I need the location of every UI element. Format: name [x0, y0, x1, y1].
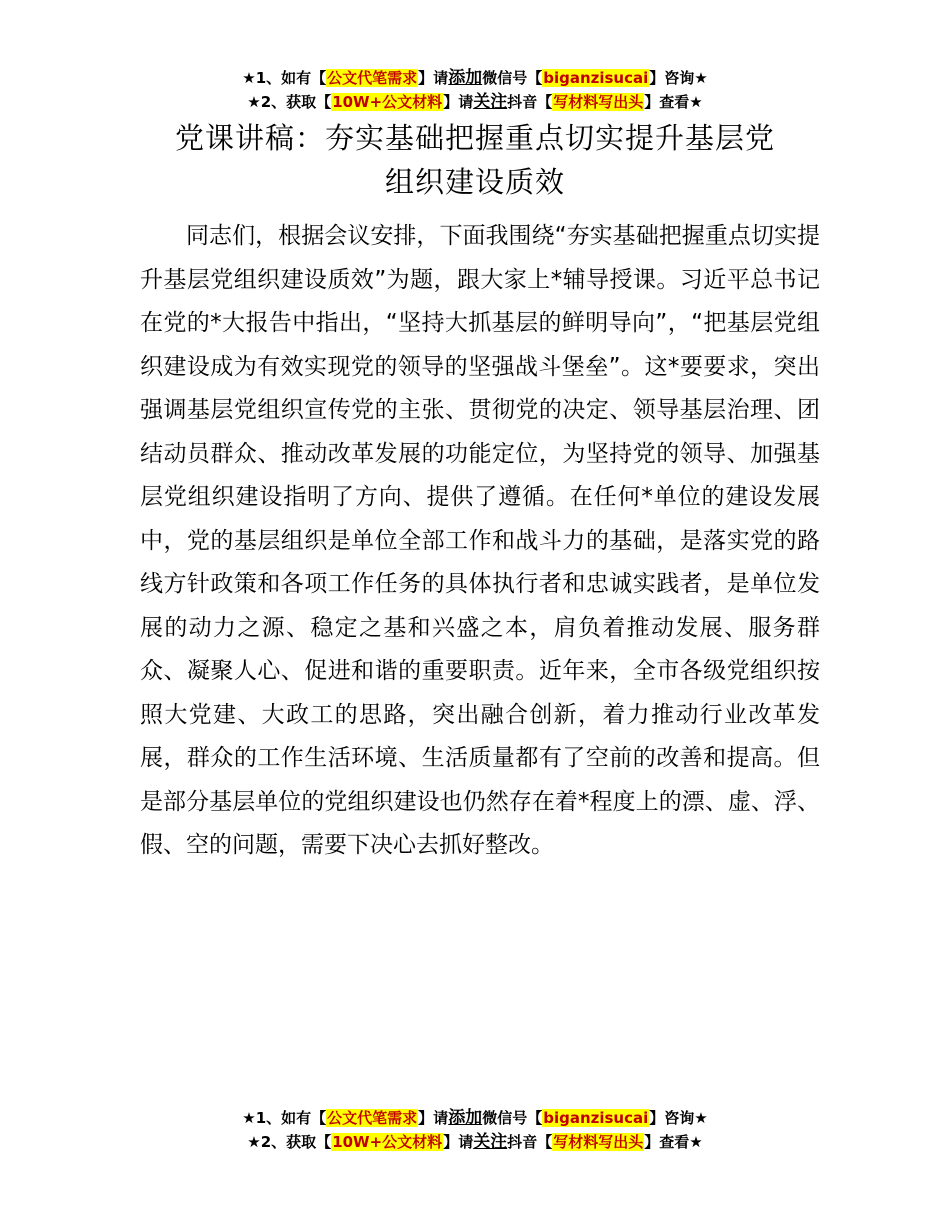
promo-highlight: 公文代笔需求 — [327, 69, 418, 87]
promo-text: 】咨询★ — [649, 1109, 708, 1127]
promo-text: 】请 — [418, 69, 449, 87]
promo-highlight-wechat-id: biganzisucai — [543, 1109, 649, 1127]
promo-text: ★2、获取【 — [247, 1133, 332, 1151]
promo-text: 】请 — [418, 1109, 449, 1127]
promo-emphasis: 添加 — [448, 68, 483, 88]
promo-text: ★2、获取【 — [247, 93, 332, 111]
footer-promo — [0, 1106, 950, 1154]
promo-text: 】查看★ — [644, 1133, 703, 1151]
promo-text: 】查看★ — [644, 93, 703, 111]
promo-highlight-wechat-id: biganzisucai — [543, 69, 649, 87]
promo-text: 】请 — [443, 93, 474, 111]
body-paragraph: 同志们，根据会议安排，下面我围绕“夯实基础把握重点切实提升基层党组织建设质效”为题，跟大家上*辅导授课。习近平总书记在党的*大报告中指出，“坚持大抓基层的鲜明导向”，“把基层党组织建设成为有效实现党的领导的坚强战斗堡垒”。这*要要求，突出强调基层党组织宣传党的主张、贯彻党的决定、领导基层治理、团结动员群众、推动改革发展的功能定位，为坚持党的领导、加强基层党组织建设指明了方向、提供了遵循。在任何*单位的建设发展中，党的基层组织是单位全部工作和战斗力的基础，是落实党的路线方针政策和各项工作任务的具体执行者和忠诚实践者，是单位发展的动力之源、稳定之基和兴盛之本，肩负着推动发展、服务群众、凝聚人心、促进和谐的重要职责。近年来，全市各级党组织按照大党建、大政工的思路，突出融合创新，着力推动行业改革发展，群众的工作生活环境、生活质量都有了空前的改善和提高。但是部分基层单位的党组织建设也仍然存在着*程度上的漂、虚、浮、假、空的问题，需要下决心去抓好整改。 — [140, 223, 820, 858]
promo-text: 微信号【 — [482, 1109, 543, 1127]
footer-promo-line-2 — [0, 1130, 950, 1154]
title-line-1: 党课讲稿：夯实基础把握重点切实提升基层党 — [174, 121, 775, 155]
promo-highlight-douyin-account: 写材料写出头 — [553, 1133, 644, 1151]
promo-highlight: 10W+公文材料 — [332, 1133, 443, 1151]
footer-promo-line-1 — [0, 1106, 950, 1130]
header-promo-line-1 — [0, 66, 950, 90]
document-title — [100, 116, 850, 204]
promo-highlight-douyin-account: 写材料写出头 — [553, 93, 644, 111]
promo-text: ★1、如有【 — [242, 1109, 327, 1127]
promo-text: 】咨询★ — [649, 69, 708, 87]
promo-text: 抖音【 — [507, 93, 553, 111]
promo-highlight: 10W+公文材料 — [332, 93, 443, 111]
promo-emphasis: 添加 — [448, 1108, 483, 1128]
promo-text: ★1、如有【 — [242, 69, 327, 87]
promo-text: 微信号【 — [482, 69, 543, 87]
promo-emphasis: 关注 — [473, 92, 508, 112]
promo-text: 抖音【 — [507, 1133, 553, 1151]
header-promo — [0, 66, 950, 114]
title-line-2: 组织建设质效 — [384, 165, 565, 199]
promo-highlight: 公文代笔需求 — [327, 1109, 418, 1127]
header-promo-line-2 — [0, 90, 950, 114]
promo-text: 】请 — [443, 1133, 474, 1151]
promo-emphasis: 关注 — [473, 1132, 508, 1152]
